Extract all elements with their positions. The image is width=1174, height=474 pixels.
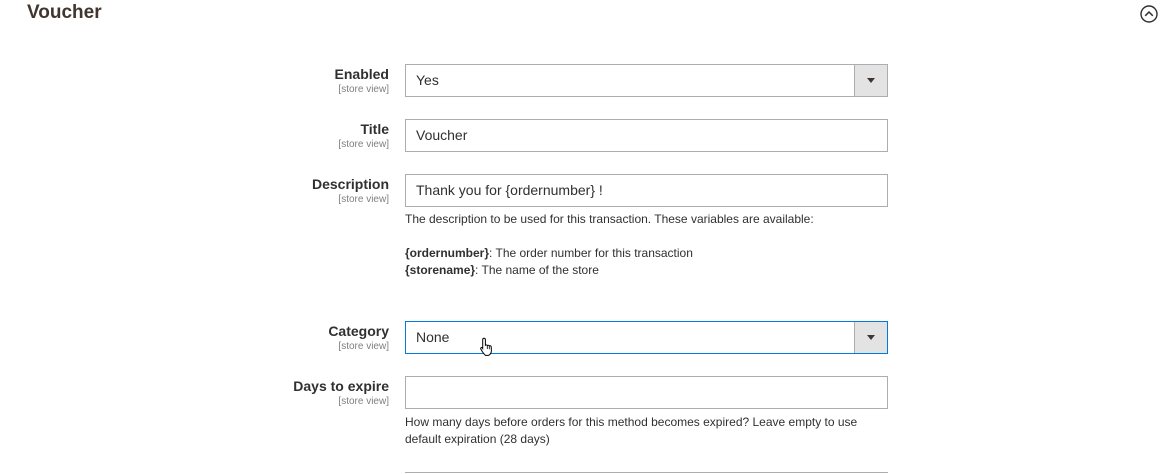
title-scope: [store view] [338,139,389,150]
category-scope: [store view] [338,341,389,352]
title-label-group [338,121,389,151]
variable-text: : The order number for this transaction [489,246,693,260]
enabled-scope: [store view] [338,84,389,95]
description-label-group [312,176,389,206]
category-selected-value: None [416,329,450,345]
collapse-section-button[interactable] [1140,5,1158,23]
enabled-dropdown-arrow-icon[interactable] [854,65,887,96]
chevron-up-circle-icon [1140,5,1158,23]
description-input[interactable]: Thank you for {ordernumber} ! [405,174,888,207]
section-title[interactable]: Voucher [27,2,102,23]
variable-name: {storename} [405,263,476,277]
days-to-expire-scope: [store view] [338,396,389,407]
description-scope: [store view] [338,194,389,205]
title-input[interactable]: Voucher [405,119,888,152]
days-to-expire-label-group [293,378,389,408]
title-label: Title [360,121,389,137]
enabled-label: Enabled [334,66,389,82]
days-to-expire-input[interactable] [405,376,888,409]
category-select[interactable] [405,321,888,354]
hand-pointer-icon [479,337,495,357]
category-label: Category [328,323,389,339]
variable-text: : The name of the store [475,263,599,277]
category-dropdown-arrow-icon[interactable] [854,322,887,353]
variable-storename [405,262,888,279]
days-to-expire-note: How many days before orders for this method becomes expired? Leave empty to use default expiration (28 days) [405,415,858,446]
enabled-selected-value: Yes [416,72,439,88]
days-to-expire-label: Days to expire [293,378,389,394]
description-note [405,211,888,279]
variable-ordernumber [405,245,888,262]
enabled-label-group [335,66,389,96]
variable-name: {ordernumber} [405,246,490,260]
description-note-intro: The description to be used for this transaction. These variables are available: [405,212,814,226]
category-label-group [328,323,389,353]
description-label: Description [311,176,389,192]
next-field-top-edge [405,472,888,473]
enabled-select[interactable] [405,64,888,97]
